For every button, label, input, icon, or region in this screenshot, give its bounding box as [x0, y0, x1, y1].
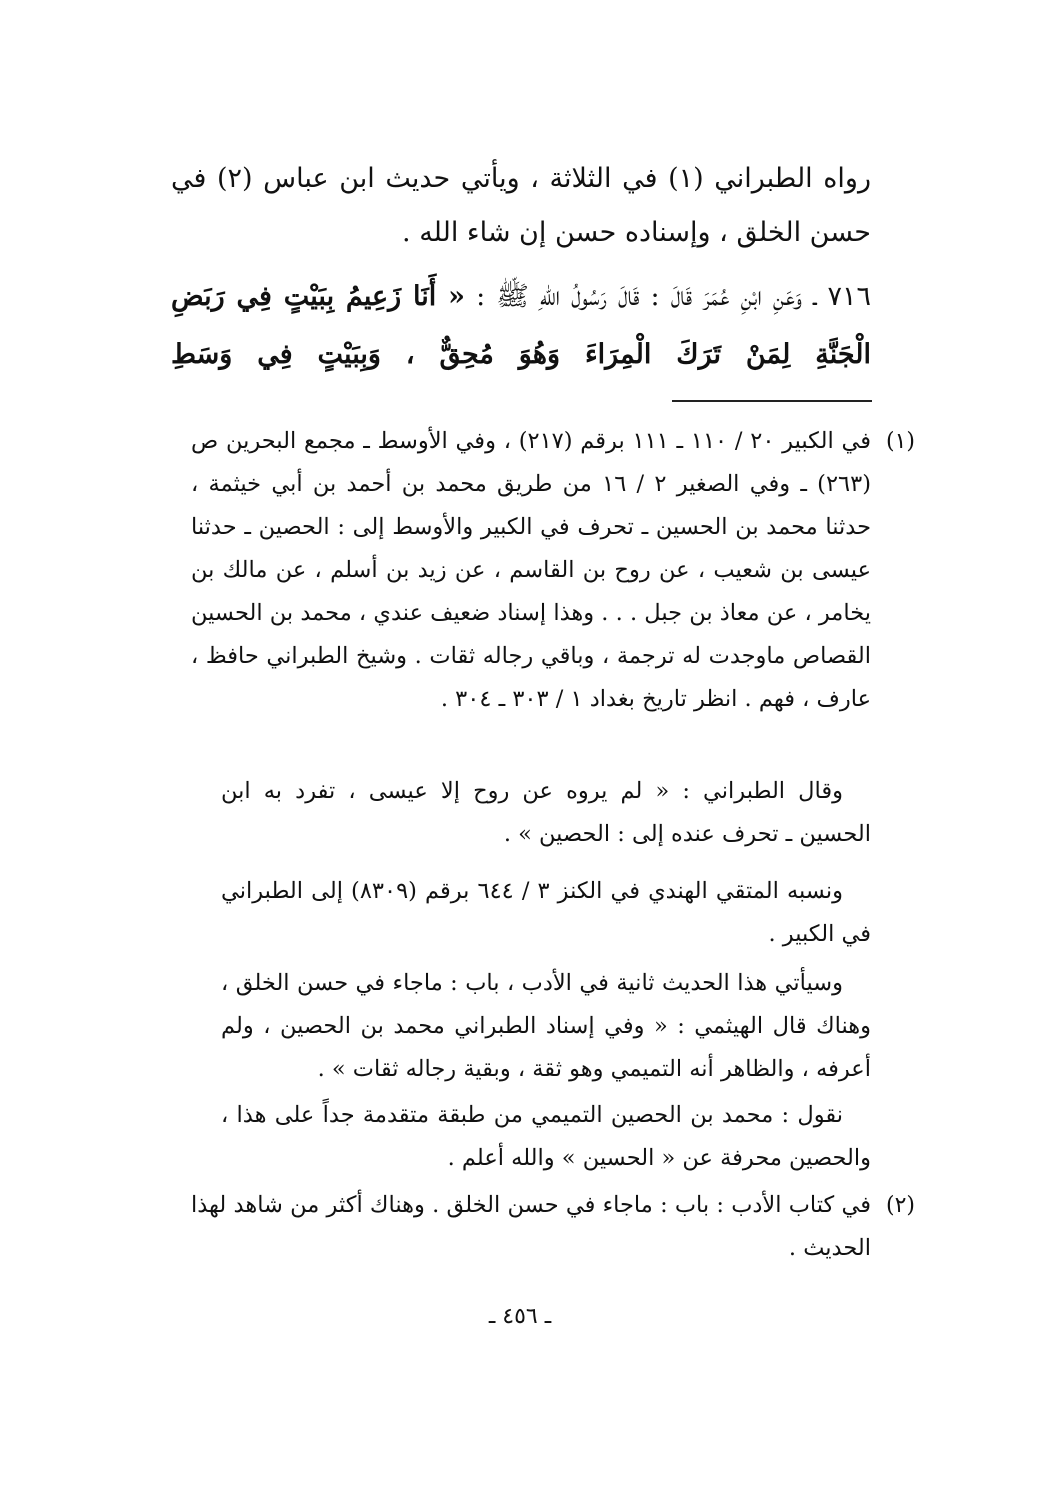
footnote-1-para-4: وسيأتي هذا الحديث ثانية في الأدب ، باب : ماجاء في حسن الخلق ، وهناك قال الهيثمي : « وفي إسناد الطبراني محمد بن الحصين ، ولم أعرفه ، والظاهر أنه التميمي وهو ثقة ، وبقية رجاله ثقات » .	[221, 970, 871, 1082]
footnote-1-marker: (١)	[885, 429, 915, 454]
hadith-number: ٧١٦ ـ	[813, 281, 871, 312]
footnote-1-para-5: نقول : محمد بن الحصين التميمي من طبقة متقدمة جداً على هذا ، والحصين محرفة عن « الحسين » والله أعلم .	[221, 1102, 871, 1171]
page-number: ـ ٤٥٦ ـ	[488, 1304, 552, 1329]
footnote-1	[191, 420, 915, 721]
footnote-2-text: في كتاب الأدب : باب : ماجاء في حسن الخلق . وهناك أكثر من شاهد لهذا الحديث .	[191, 1192, 871, 1261]
footnote-1-para-2: وقال الطبراني : « لم يروه عن روح إلا عيسى ، تفرد به ابن الحسين ـ تحرف عنده إلى : الحصين » .	[221, 778, 871, 847]
hadith-paragraph	[171, 268, 871, 384]
footnote-1-text: في الكبير ٢٠ / ١١٠ ـ ١١١ برقم (٢١٧) ، وفي الأوسط ـ مجمع البحرين ص (٢٦٣) ـ وفي الصغير ٢ / ١٦ من طريق محمد بن أحمد بن أبي خيثمة ، حدثنا محمد بن الحسين ـ تحرف في الكبير والأوسط إلى : الحصين ـ حدثنا عيسى بن شعيب ، عن روح بن القاسم ، عن زيد بن أسلم ، عن مالك بن يخامر ، عن معاذ بن جبل . . . وهذا إسناد ضعيف عندي ، محمد بن الحسين القصاص ماوجدت له ترجمة ، وباقي رجاله ثقات . وشيخ الطبراني حافظ ، عارف ، فهم . انظر تاريخ بغداد ١ / ٣٠٣ ـ ٣٠٤ .	[191, 428, 872, 712]
hadith-intro: وَعَنِ ابْنِ عُمَرَ قَالَ : قَالَ رَسُولُ اللهِ ﷺ :	[476, 281, 803, 312]
footnote-1-para-3: ونسبه المتقي الهندي في الكنز ٣ / ٦٤٤ برقم (٨٣٠٩) إلى الطبراني في الكبير .	[221, 878, 871, 947]
hadith-quote: « أَنَا زَعِيمُ بِبَيْتٍ فِي رَبَضِ الْجَنَّةِ لِمَنْ تَرَكَ الْمِرَاءَ وَهُوَ مُحِقٌّ ، وَبِبَيْتٍ فِي وَسَطِ	[171, 281, 871, 370]
footnote-2	[191, 1184, 915, 1270]
footnote-separator	[672, 400, 872, 402]
footnote-2-marker: (٢)	[885, 1193, 915, 1218]
main-paragraph: رواه الطبراني (١) في الثلاثة ، ويأتي حديث ابن عباس (٢) في حسن الخلق ، وإسناده حسن إن شاء الله .	[171, 163, 871, 248]
